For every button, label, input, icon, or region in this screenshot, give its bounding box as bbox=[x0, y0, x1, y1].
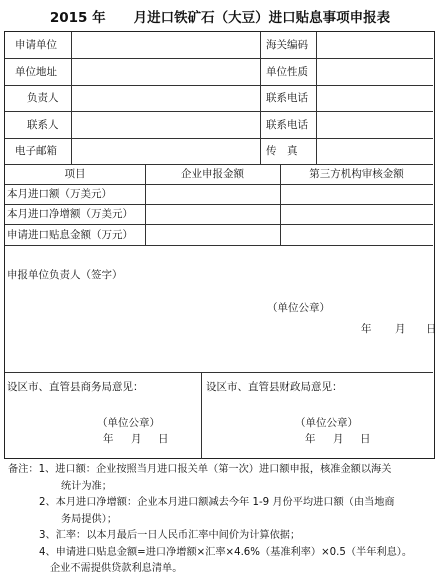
applicant-name-label: 申请单位 bbox=[15, 39, 57, 51]
signature-day: 日 bbox=[426, 323, 437, 335]
commerce-opinion-label: 设区市、直管县商务局意见： bbox=[7, 381, 144, 393]
commerce-month: 月 bbox=[131, 433, 142, 445]
notes-section bbox=[8, 462, 436, 578]
finance-day: 日 bbox=[360, 433, 371, 445]
row-divider bbox=[5, 111, 433, 112]
note-2a: 2、本月进口净增额：企业本月进口额减去今年 1-9 月份平均进口额（由当地商 bbox=[39, 497, 395, 508]
email-label: 电子邮箱 bbox=[15, 145, 57, 157]
customs-code-label: 海关编码 bbox=[266, 39, 308, 51]
note-4b: 企业不需提供贷款利息清单。 bbox=[50, 563, 183, 574]
row-divider bbox=[5, 85, 433, 86]
col-divider bbox=[316, 32, 317, 164]
amount-header-item: 项目 bbox=[64, 168, 86, 180]
notes-prefix: 备注： bbox=[8, 464, 39, 475]
amount-row-subsidy: 申请进口贴息金额（万元） bbox=[7, 229, 133, 241]
phone1-label: 联系电话 bbox=[266, 92, 308, 104]
signature-year: 年 bbox=[361, 323, 372, 335]
signature-label: 申报单位负责人（签字） bbox=[7, 269, 123, 281]
col-divider bbox=[71, 32, 72, 164]
row-divider bbox=[5, 58, 433, 59]
commerce-day: 日 bbox=[158, 433, 169, 445]
note-2b: 务局提供）； bbox=[61, 513, 118, 525]
note-3: 3、汇率：以本月最后一日人民币汇率中间价为计算依据； bbox=[39, 530, 301, 541]
row-divider bbox=[5, 138, 433, 139]
row-divider bbox=[5, 245, 433, 246]
fax-label: 传 真 bbox=[266, 145, 298, 157]
amount-row-import: 本月进口额（万美元） bbox=[7, 188, 112, 200]
col-divider bbox=[201, 372, 202, 459]
amount-row-net-increase: 本月进口净增额（万美元） bbox=[7, 208, 133, 220]
nature-label: 单位性质 bbox=[266, 66, 308, 78]
col-divider bbox=[260, 32, 261, 164]
note-1b: 统计为准； bbox=[61, 480, 112, 492]
row-divider bbox=[5, 224, 433, 225]
amount-header-declared: 企业申报金额 bbox=[181, 168, 244, 180]
contact-label: 联系人 bbox=[27, 119, 59, 131]
title-text: 月进口铁矿石（大豆）进口贴息事项申报表 bbox=[133, 10, 391, 26]
row-divider bbox=[5, 372, 433, 373]
amount-header-audited: 第三方机构审核金额 bbox=[309, 168, 404, 180]
person-in-charge-label: 负责人 bbox=[27, 92, 59, 104]
row-divider bbox=[5, 184, 433, 185]
finance-year: 年 bbox=[305, 433, 316, 445]
signature-month: 月 bbox=[395, 323, 406, 335]
address-label: 单位地址 bbox=[15, 66, 57, 78]
commerce-seal: （单位公章） bbox=[97, 417, 160, 429]
finance-month: 月 bbox=[333, 433, 344, 445]
phone2-label: 联系电话 bbox=[266, 119, 308, 131]
title-year: 2015 年 bbox=[49, 10, 106, 26]
row-divider bbox=[5, 204, 433, 205]
finance-opinion-label: 设区市、直管县财政局意见： bbox=[206, 381, 343, 393]
application-form-table bbox=[4, 31, 435, 459]
commerce-year: 年 bbox=[103, 433, 114, 445]
note-1a: 1、进口额：企业按照当月进口报关单（第一次）进口额申报，核准金额以海关 bbox=[38, 464, 392, 475]
finance-seal: （单位公章） bbox=[295, 417, 358, 429]
note-4a: 4、申请进口贴息金额=进口净增额×汇率×4.6%（基准利率）×0.5（半年利息）。 bbox=[39, 546, 413, 558]
row-divider bbox=[5, 164, 433, 165]
signature-seal: （单位公章） bbox=[267, 302, 330, 314]
form-title bbox=[0, 6, 440, 26]
